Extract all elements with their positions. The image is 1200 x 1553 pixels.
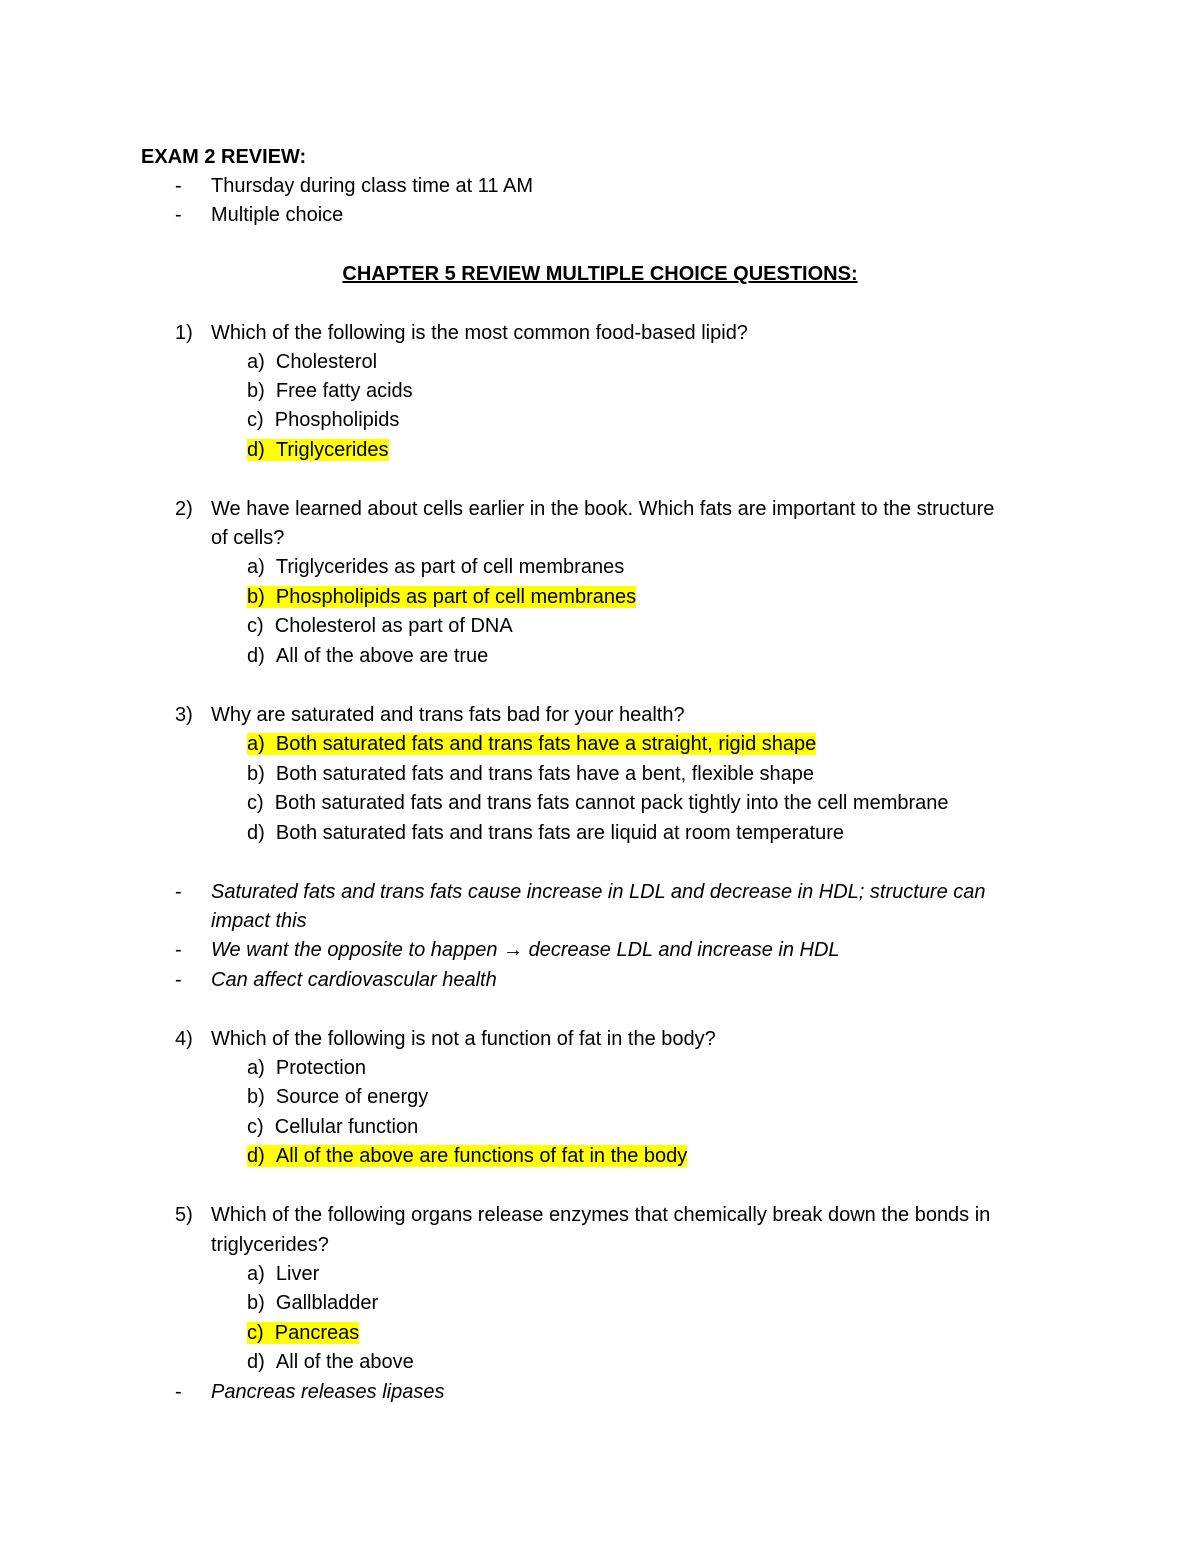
question-text-continued: triglycerides?	[211, 1234, 329, 1256]
question-text: Which of the following is the most common food-based lipid?	[211, 322, 748, 344]
option-text: Triglycerides	[275, 439, 389, 461]
note-text: Pancreas releases lipases	[211, 1381, 445, 1403]
option-text: Source of energy	[275, 1086, 429, 1108]
option	[247, 408, 399, 432]
option-letter: d)	[247, 439, 265, 461]
option-text: Both saturated fats and trans fats are liquid at room temperature	[275, 822, 845, 844]
note-dash: -	[175, 969, 182, 991]
option-letter: a)	[247, 733, 265, 755]
option-letter: b)	[247, 1292, 265, 1314]
option-letter: c)	[247, 1322, 264, 1344]
option-text: Both saturated fats and trans fats have a bent, flexible shape	[275, 763, 815, 785]
option-text: Cellular function	[274, 1116, 419, 1138]
option	[247, 1056, 366, 1080]
option	[247, 791, 949, 815]
option-text: Both saturated fats and trans fats cannot pack tightly into the cell membrane	[274, 792, 949, 814]
option-text: Both saturated fats and trans fats have a straight, rigid shape	[275, 733, 817, 755]
option-text: All of the above are functions of fat in the body	[275, 1145, 688, 1167]
option	[247, 1350, 414, 1374]
bullet-dash: -	[175, 204, 182, 226]
question-number: 3)	[175, 704, 193, 726]
option	[247, 379, 413, 403]
option-text: All of the above	[275, 1351, 414, 1373]
option	[247, 555, 624, 579]
section-heading: CHAPTER 5 REVIEW MULTIPLE CHOICE QUESTIONS:	[342, 263, 858, 285]
option	[247, 762, 814, 786]
option-letter: d)	[247, 645, 265, 667]
question-text: Which of the following is not a function of fat in the body?	[211, 1028, 716, 1050]
option-text: Protection	[275, 1057, 366, 1079]
highlighted-answer	[247, 439, 389, 461]
option-text: Triglycerides as part of cell membranes	[275, 556, 625, 578]
option-text: Cholesterol as part of DNA	[274, 615, 513, 637]
correct-option	[247, 732, 816, 756]
option	[247, 1291, 378, 1315]
header-bullet: Multiple choice	[211, 204, 344, 226]
question-text: We have learned about cells earlier in the book. Which fats are important to the structure	[211, 498, 995, 520]
option	[247, 350, 377, 374]
option-letter: a)	[247, 1263, 265, 1285]
exam-title: EXAM 2 REVIEW:	[141, 146, 307, 168]
note-dash: -	[175, 1381, 182, 1403]
note-text: Can affect cardiovascular health	[211, 969, 497, 991]
correct-option	[247, 438, 389, 462]
option-letter: b)	[247, 586, 265, 608]
option-letter: c)	[247, 409, 264, 431]
note-dash: -	[175, 881, 182, 903]
option-text: Cholesterol	[275, 351, 378, 373]
option	[247, 614, 513, 638]
option-letter: d)	[247, 822, 265, 844]
correct-option	[247, 1321, 359, 1345]
option	[247, 644, 488, 668]
question-text: Why are saturated and trans fats bad for your health?	[211, 704, 685, 726]
option	[247, 821, 844, 845]
highlighted-answer	[247, 733, 816, 755]
option-letter: b)	[247, 763, 265, 785]
question-number: 4)	[175, 1028, 193, 1050]
header-bullet: Thursday during class time at 11 AM	[211, 175, 533, 197]
option-letter: d)	[247, 1145, 265, 1167]
question-text: Which of the following organs release enzymes that chemically break down the bonds in	[211, 1204, 991, 1226]
option-letter: a)	[247, 1057, 265, 1079]
option-text: Free fatty acids	[275, 380, 413, 402]
option-letter: b)	[247, 380, 265, 402]
question-number: 5)	[175, 1204, 193, 1226]
option-text: Liver	[275, 1263, 320, 1285]
question-number: 1)	[175, 322, 193, 344]
correct-option	[247, 585, 636, 609]
correct-option	[247, 1144, 687, 1168]
highlighted-answer	[247, 1322, 359, 1344]
option-letter: a)	[247, 556, 265, 578]
note-text-continued: impact this	[211, 910, 307, 932]
option-letter: d)	[247, 1351, 265, 1373]
bullet-dash: -	[175, 175, 182, 197]
option-letter: b)	[247, 1086, 265, 1108]
option-letter: c)	[247, 792, 264, 814]
option-letter: c)	[247, 615, 264, 637]
highlighted-answer	[247, 586, 636, 608]
highlighted-answer	[247, 1145, 687, 1167]
option	[247, 1085, 428, 1109]
option-text: Pancreas	[274, 1322, 360, 1344]
option-letter: c)	[247, 1116, 264, 1138]
option-text: All of the above are true	[275, 645, 489, 667]
option	[247, 1262, 319, 1286]
question-text-continued: of cells?	[211, 527, 285, 549]
note-text: We want the opposite to happen → decrease LDL and increase in HDL	[211, 939, 840, 961]
option-text: Gallbladder	[275, 1292, 379, 1314]
option-text: Phospholipids as part of cell membranes	[275, 586, 637, 608]
note-text: Saturated fats and trans fats cause increase in LDL and decrease in HDL; structure can	[211, 881, 986, 903]
question-number: 2)	[175, 498, 193, 520]
option	[247, 1115, 418, 1139]
option-text: Phospholipids	[274, 409, 400, 431]
note-dash: -	[175, 939, 182, 961]
option-letter: a)	[247, 351, 265, 373]
